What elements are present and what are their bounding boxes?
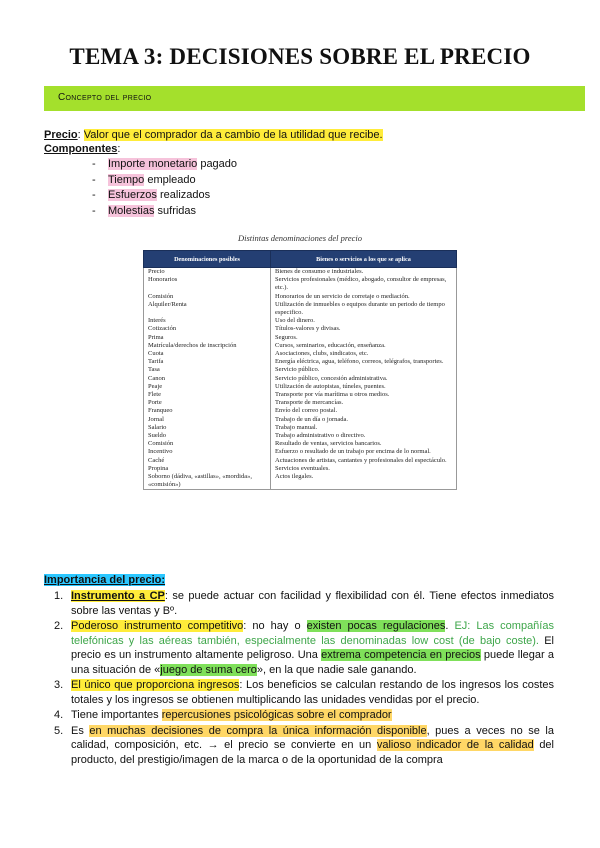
- table-header-cell: Denominaciones posibles: [144, 251, 271, 268]
- aplicacion-cell: Trabajo manual.: [271, 424, 457, 432]
- denominacion-cell: Sueldo: [144, 432, 271, 440]
- aplicacion-cell: Asociaciones, clubs, sindicatos, etc.: [271, 350, 457, 358]
- denominaciones-table: [143, 250, 457, 490]
- table-row: [144, 424, 457, 432]
- item-highlight: valioso indicador de la calidad: [376, 739, 534, 751]
- denominacion-cell: Cotización: [144, 325, 271, 333]
- list-number: 5.: [54, 724, 64, 737]
- table-row: [144, 276, 457, 292]
- aplicacion-cell: Títulos-valores y divisas.: [271, 325, 457, 333]
- table-row: [144, 383, 457, 391]
- table-row: [144, 358, 457, 366]
- aplicacion-cell: Trabajo administrativo o directivo.: [271, 432, 457, 440]
- table-row: [144, 416, 457, 424]
- aplicacion-cell: Esfuerzo o resultado de un trabajo por encima de lo normal.: [271, 448, 457, 456]
- component-rest: pagado: [197, 158, 238, 170]
- item-text: : no hay o: [243, 620, 307, 632]
- denominacion-cell: Comisión: [144, 293, 271, 301]
- table-row: [144, 293, 457, 301]
- component-highlight: Tiempo: [108, 173, 145, 186]
- table-row: [144, 440, 457, 448]
- table-row: [144, 334, 457, 342]
- item-text: del producto, del prestigio/imagen de la marca o de la oportunidad de la compra: [71, 739, 554, 766]
- table-header-row: [144, 251, 457, 268]
- aplicacion-cell: Actos ilegales.: [271, 473, 457, 490]
- table-row: [144, 317, 457, 325]
- table-row: [144, 448, 457, 456]
- table-row: [144, 325, 457, 333]
- aplicacion-cell: Actuaciones de artistas, cantantes y profesionales del espectáculo.: [271, 457, 457, 465]
- denominacion-cell: Canon: [144, 375, 271, 383]
- table-body: [144, 268, 457, 490]
- list-number: 4.: [54, 709, 64, 721]
- aplicacion-cell: Servicios eventuales.: [271, 465, 457, 473]
- item-highlight: Poderoso instrumento competitivo: [71, 620, 244, 632]
- component-rest: realizados: [156, 189, 211, 201]
- document-title: TEMA 3: DECISIONES SOBRE EL PRECIO: [69, 44, 531, 69]
- denominacion-cell: Alquiler/Renta: [144, 301, 271, 317]
- denominacion-cell: Peaje: [144, 383, 271, 391]
- component-highlight: Esfuerzos: [108, 189, 157, 201]
- denominacion-cell: Soborno (dádiva, «astillas», «mordida», «comisión»): [144, 473, 271, 490]
- table-header-cell: Bienes o servicios a los que se aplica: [271, 251, 457, 268]
- denominacion-cell: Tarifa: [144, 358, 271, 366]
- list-item: [54, 708, 554, 723]
- aplicacion-cell: Resultado de ventas, servicios bancarios.: [271, 440, 457, 448]
- item-text: : Los beneficios se calculan restando de los ingresos los costes totales y los ingresos se obtienen multiplicando las unidades vendidas por el precio.: [71, 679, 554, 706]
- denominacion-cell: Jornal: [144, 416, 271, 424]
- item-highlight: El único que proporciona ingresos: [71, 679, 240, 691]
- aplicacion-cell: Utilización de autopistas, túneles, puentes.: [271, 383, 457, 391]
- table-caption: Distintas denominaciones del precio: [237, 233, 363, 243]
- aplicacion-cell: Utilización de inmuebles o equipos durante un periodo de tiempo especifico.: [271, 301, 457, 317]
- table-row: [144, 342, 457, 350]
- table-row: [144, 465, 457, 473]
- componentes-colon: :: [117, 143, 121, 155]
- precio-colon: :: [77, 129, 84, 141]
- denominacion-cell: Honorarios: [144, 276, 271, 292]
- denominacion-cell: Incentivo: [144, 448, 271, 456]
- aplicacion-cell: Cursos, seminarios, educación, enseñanza.: [271, 342, 457, 350]
- list-item: - Tiempo empleado: [92, 173, 196, 186]
- denominacion-cell: Tasa: [144, 366, 271, 374]
- table-row: [144, 366, 457, 374]
- item-text: puede llegar a una situación de «: [71, 649, 555, 676]
- precio-definition: [44, 128, 383, 142]
- aplicacion-cell: Energía eléctrica, agua, teléfono, correos, telégrafos, transportes.: [271, 358, 457, 366]
- table-row: [144, 432, 457, 440]
- aplicacion-cell: Transporte de mercancías.: [271, 399, 457, 407]
- item-highlight: repercusiones psicológicas sobre el comprador: [161, 709, 392, 721]
- aplicacion-cell: Servicios profesionales (médico, abogado, consultor de empresas, etc.).: [271, 276, 457, 292]
- importancia-heading: Importancia del precio:: [44, 574, 166, 586]
- precio-definition-text: Valor que el comprador da a cambio de la utilidad que recibe.: [83, 129, 383, 141]
- item-text: : se puede actuar con facilidad y flexibilidad con él. Tiene efectos inmediatos sobre las ventas y Bº.: [71, 590, 554, 617]
- componentes-heading: [44, 142, 120, 156]
- denominacion-cell: Porte: [144, 399, 271, 407]
- list-number: 1.: [54, 590, 64, 602]
- table-row: [144, 473, 457, 490]
- aplicacion-cell: Servicio público, concesión administrativa.: [271, 375, 457, 383]
- precio-label: Precio: [44, 129, 78, 141]
- table-row: [144, 375, 457, 383]
- aplicacion-cell: Bienes de consumo e industriales.: [271, 268, 457, 277]
- aplicacion-cell: Trabajo de un día o jornada.: [271, 416, 457, 424]
- aplicacion-cell: Transporte por vía marítima u otros medios.: [271, 391, 457, 399]
- denominacion-cell: Caché: [144, 457, 271, 465]
- denominacion-cell: Cuota: [144, 350, 271, 358]
- denominacion-cell: Propina: [144, 465, 271, 473]
- item-highlight: Instrumento a CP: [71, 590, 165, 602]
- componentes-list: [92, 157, 237, 219]
- denominacion-cell: Salario: [144, 424, 271, 432]
- list-item: [54, 619, 554, 677]
- aplicacion-cell: Honorarios de un servicio de corretaje o mediación.: [271, 293, 457, 301]
- item-text: Es: [71, 724, 90, 737]
- table-row: [144, 391, 457, 399]
- list-item: - Esfuerzos realizados: [92, 189, 211, 201]
- componentes-label: Componentes: [44, 143, 118, 155]
- item-highlight: extrema competencia en precios: [321, 649, 481, 661]
- list-number: 3.: [54, 679, 64, 691]
- list-item: - Importe monetario pagado: [92, 158, 238, 170]
- item-text: El precio es un instrumento altamente peligroso. Una: [71, 634, 554, 661]
- section-header-label: Concepto del precio: [58, 92, 152, 103]
- denominacion-cell: Flete: [144, 391, 271, 399]
- item-highlight: existen pocas regulaciones: [306, 620, 446, 632]
- table-row: [144, 407, 457, 415]
- list-item: [54, 589, 554, 618]
- denominacion-cell: Interés: [144, 317, 271, 325]
- denominacion-cell: Matrícula/derechos de inscripción: [144, 342, 271, 350]
- table-row: [144, 301, 457, 317]
- item-text: Tiene importantes: [71, 709, 162, 721]
- denominacion-cell: Comisión: [144, 440, 271, 448]
- table-row: [144, 350, 457, 358]
- importancia-list: [54, 589, 554, 768]
- list-item: [54, 724, 554, 768]
- item-text: , pues a veces no se la calidad, composición, etc. → el precio se convierte en un: [71, 724, 554, 751]
- component-highlight: Molestias: [108, 204, 155, 217]
- component-highlight: Importe monetario: [108, 158, 198, 170]
- denominacion-cell: Prima: [144, 334, 271, 342]
- list-item: - Molestias sufridas: [92, 204, 197, 217]
- component-rest: sufridas: [154, 204, 197, 217]
- table-row: [144, 399, 457, 407]
- item-highlight: en muchas decisiones de compra la única información disponible: [89, 724, 427, 737]
- denominacion-cell: Franqueo: [144, 407, 271, 415]
- item-text: », en la que nadie sale ganando.: [256, 663, 417, 676]
- list-number: 2.: [54, 620, 64, 632]
- aplicacion-cell: Seguros.: [271, 334, 457, 342]
- section-header: [44, 86, 585, 111]
- component-rest: empleado: [144, 173, 196, 186]
- item-highlight: juego de suma cero: [160, 663, 257, 676]
- list-item: [54, 678, 554, 707]
- aplicacion-cell: Envío del correo postal.: [271, 407, 457, 415]
- item-text: .: [445, 620, 455, 632]
- aplicacion-cell: Uso del dinero.: [271, 317, 457, 325]
- table-row: [144, 268, 457, 277]
- denominacion-cell: Precio: [144, 268, 271, 277]
- table-row: [144, 457, 457, 465]
- aplicacion-cell: Servicio público.: [271, 366, 457, 374]
- item-example: EJ: Las compañías telefónicas y las aéreas también, especialmente las denominadas low cost (de bajo coste).: [71, 620, 554, 647]
